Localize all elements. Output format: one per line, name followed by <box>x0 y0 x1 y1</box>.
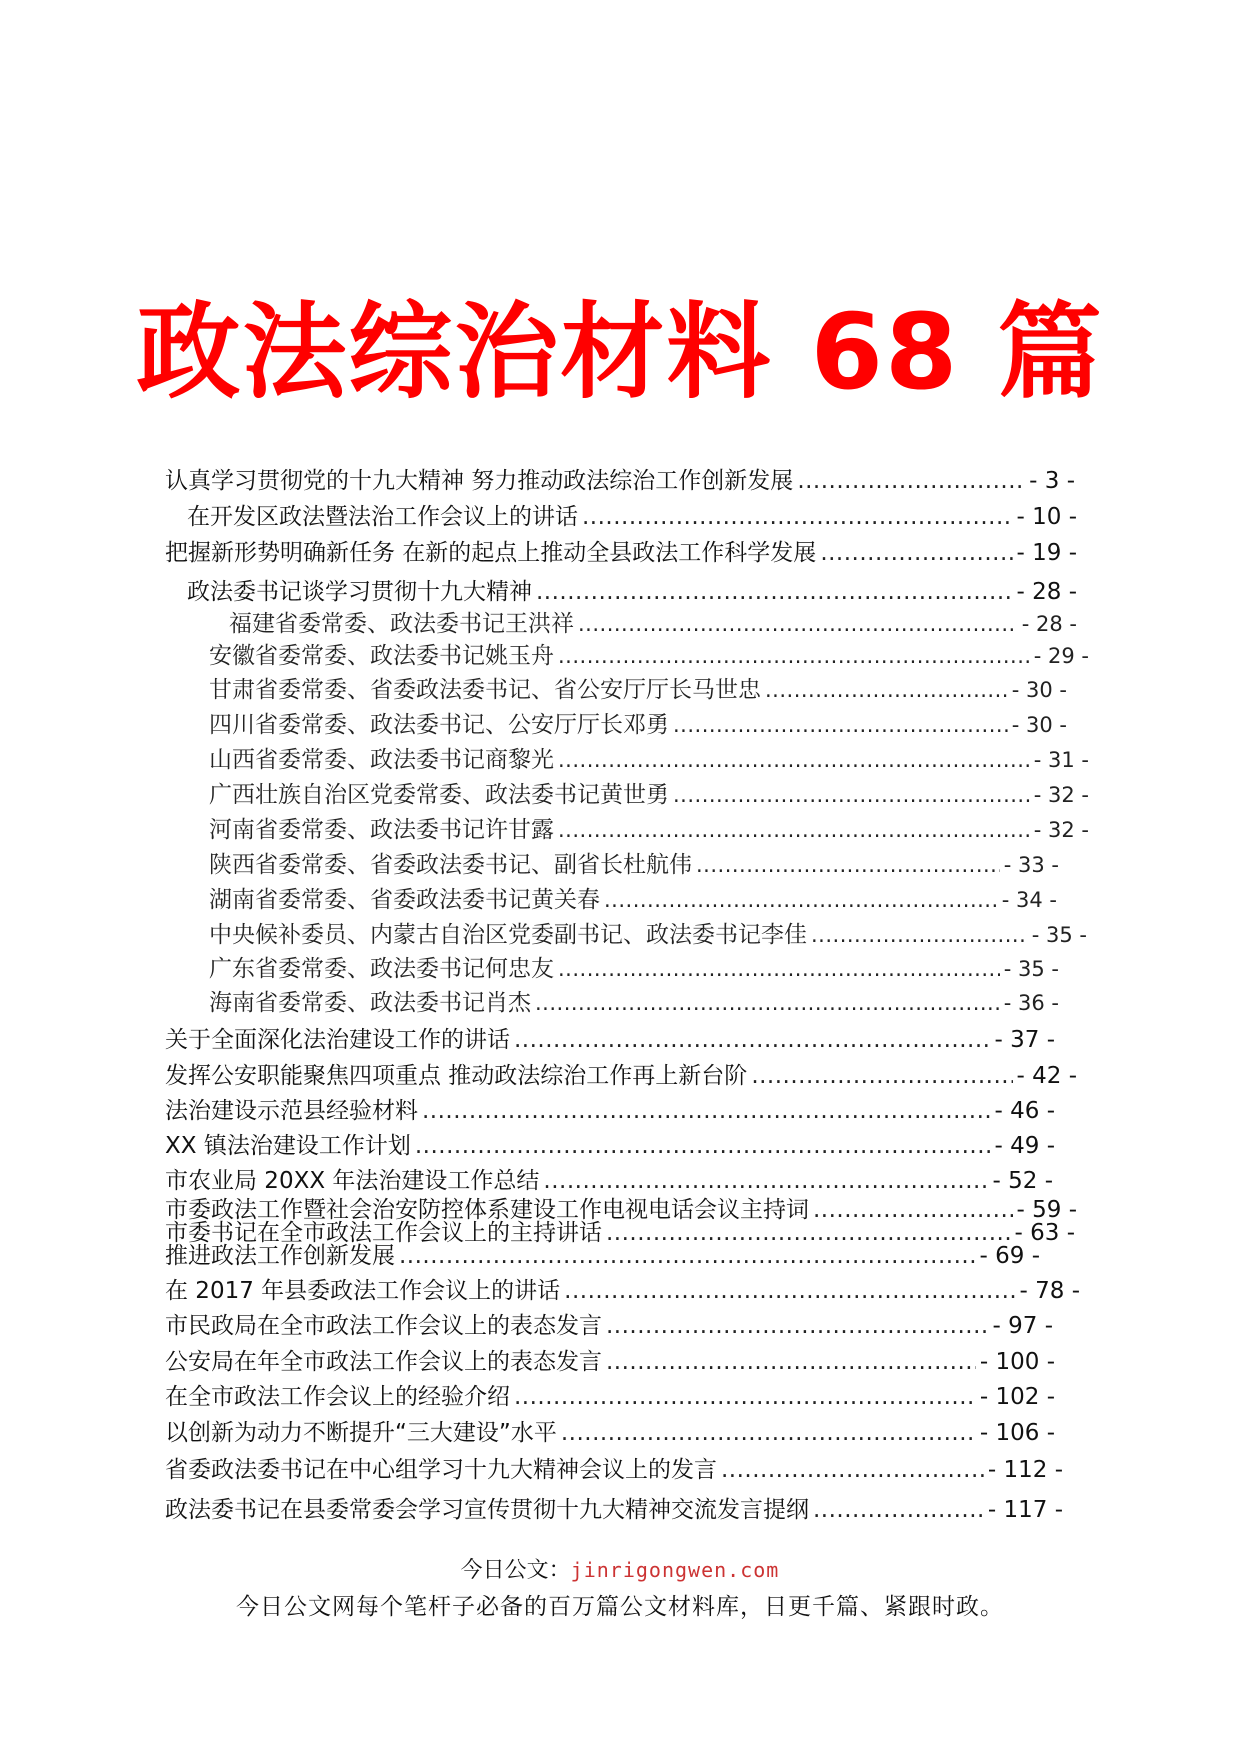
toc-entry-title: 中央候补委员、内蒙古自治区党委副书记、政法委书记李佳 <box>209 922 807 948</box>
toc-entry-title: 广西壮族自治区党委常委、政法委书记黄世勇 <box>209 782 669 808</box>
toc-entry[interactable] <box>165 1421 1055 1446</box>
toc-entry-title: 陕西省委常委、省委政法委书记、副省长杜航伟 <box>209 852 692 878</box>
toc-entry-title: 四川省委常委、政法委书记、公安厅厅长邓勇 <box>209 712 669 738</box>
toc-entry-title: 河南省委常委、政法委书记许甘露 <box>209 817 554 843</box>
toc-entry-title: 法治建设示范县经验材料 <box>165 1098 418 1124</box>
toc-page-number: - 63 - <box>1014 1220 1075 1246</box>
toc-page-number: - 106 - <box>979 1420 1055 1446</box>
toc-leader <box>558 819 1030 842</box>
toc-entry-title: 山西省委常委、政法委书记商黎光 <box>209 747 554 773</box>
toc-entry-title: 在全市政法工作会议上的经验介绍 <box>165 1384 510 1410</box>
toc-entry[interactable] <box>209 888 1057 913</box>
toc-entry[interactable] <box>165 541 1077 566</box>
toc-leader <box>582 505 1013 530</box>
toc-page-number: - 100 - <box>979 1349 1055 1375</box>
toc-leader <box>564 1279 1015 1304</box>
toc-leader <box>606 1350 976 1375</box>
toc-page-number: - 30 - <box>1011 678 1067 702</box>
toc-entry-title: 市委政法工作暨社会治安防控体系建设工作电视电话会议主持词 <box>165 1197 809 1223</box>
toc-leader <box>765 679 1008 702</box>
toc-page-number: - 37 - <box>994 1027 1055 1053</box>
toc-entry-title: 发挥公安职能聚焦四项重点 推动政法综治工作再上新台阶 <box>165 1063 748 1089</box>
toc-entry[interactable] <box>209 783 1089 808</box>
toc-page-number: - 35 - <box>1031 923 1087 947</box>
toc-page-number: - 42 - <box>1016 1063 1077 1089</box>
toc-entry-title: 市委书记在全市政法工作会议上的主持讲话 <box>165 1220 602 1246</box>
toc-leader <box>820 541 1012 566</box>
toc-leader <box>558 749 1030 772</box>
toc-page-number: - 59 - <box>1016 1197 1077 1223</box>
toc-leader <box>606 1314 989 1339</box>
toc-entry-title: XX 镇法治建设工作计划 <box>165 1133 411 1159</box>
toc-entry[interactable] <box>187 505 1077 530</box>
toc-page-number: - 32 - <box>1033 818 1089 842</box>
toc-page-number: - 28 - <box>1016 579 1077 605</box>
toc-leader <box>514 1385 976 1410</box>
toc-page-number: - 30 - <box>1011 713 1067 737</box>
toc-leader <box>561 1421 976 1446</box>
toc-entry-title: 省委政法委书记在中心组学习十九大精神会议上的发言 <box>165 1457 717 1483</box>
footer-label: 今日公文： <box>460 1558 571 1583</box>
toc-entry[interactable] <box>209 957 1059 982</box>
toc-entry[interactable] <box>165 1099 1055 1124</box>
toc-leader <box>543 1169 988 1194</box>
toc-entry-title: 在 2017 年县委政法工作会议上的讲话 <box>165 1278 561 1304</box>
toc-page-number: - 112 - <box>987 1457 1063 1483</box>
toc-page-number: - 117 - <box>987 1497 1063 1523</box>
toc-leader <box>399 1244 976 1269</box>
toc-leader <box>673 714 1008 737</box>
toc-leader <box>422 1099 991 1124</box>
toc-leader <box>813 1498 984 1523</box>
toc-entry[interactable] <box>209 818 1089 843</box>
toc-entry[interactable] <box>165 1028 1055 1053</box>
footer-slogan: 今日公文网每个笔杆子必备的百万篇公文材料库，日更千篇、紧跟时政。 <box>236 1594 1004 1620</box>
toc-entry-title: 福建省委常委、政法委书记王洪祥 <box>229 611 574 637</box>
toc-leader <box>606 1221 1011 1246</box>
toc-leader <box>811 924 1028 947</box>
toc-entry[interactable] <box>165 1385 1055 1410</box>
toc-page-number: - 46 - <box>994 1098 1055 1124</box>
toc-entry-title: 安徽省委常委、政法委书记姚玉舟 <box>209 643 554 669</box>
toc-page-number: - 33 - <box>1003 853 1059 877</box>
toc-leader <box>797 469 1025 494</box>
toc-leader <box>673 784 1030 807</box>
toc-entry[interactable] <box>165 1498 1063 1523</box>
toc-entry[interactable] <box>165 1314 1053 1339</box>
toc-entry[interactable] <box>165 1064 1077 1089</box>
toc-page-number: - 32 - <box>1033 783 1089 807</box>
footer-site-line <box>0 1553 1240 1584</box>
toc-entry[interactable] <box>165 1134 1055 1159</box>
toc-entry[interactable] <box>165 1350 1055 1375</box>
toc-page-number: - 69 - <box>979 1243 1040 1269</box>
toc-entry[interactable] <box>187 580 1077 605</box>
toc-leader <box>535 992 1000 1015</box>
toc-page-number: - 97 - <box>992 1313 1053 1339</box>
toc-entry-title: 把握新形势明确新任务 在新的起点上推动全县政法工作科学发展 <box>165 540 817 566</box>
toc-entry-title: 广东省委常委、政法委书记何忠友 <box>209 956 554 982</box>
toc-page-number: - 102 - <box>979 1384 1055 1410</box>
toc-page-number: - 78 - <box>1019 1278 1080 1304</box>
toc-entry[interactable] <box>209 853 1059 878</box>
toc-entry[interactable] <box>209 748 1089 773</box>
toc-page-number: - 49 - <box>994 1133 1055 1159</box>
toc-entry-title: 市农业局 20XX 年法治建设工作总结 <box>165 1168 540 1194</box>
toc-leader <box>604 889 998 912</box>
toc-entry-title: 以创新为动力不断提升“三大建设”水平 <box>165 1420 557 1446</box>
toc-leader <box>578 613 1018 636</box>
toc-entry[interactable] <box>209 991 1059 1016</box>
toc-page-number: - 31 - <box>1033 748 1089 772</box>
toc-page-number: - 52 - <box>992 1168 1053 1194</box>
toc-page-number: - 28 - <box>1021 612 1077 636</box>
toc-entry[interactable] <box>165 1244 1040 1269</box>
toc-page-number: - 19 - <box>1016 540 1077 566</box>
toc-entry[interactable] <box>229 612 1077 637</box>
toc-entry-title: 甘肃省委常委、省委政法委书记、省公安厅厅长马世忠 <box>209 677 761 703</box>
footer-site-link[interactable]: jinrigongwen.com <box>570 1558 780 1582</box>
toc-entry-title: 公安局在年全市政法工作会议上的表态发言 <box>165 1349 602 1375</box>
toc-entry[interactable] <box>165 1169 1053 1194</box>
toc-entry-title: 认真学习贯彻党的十九大精神 努力推动政法综治工作创新发展 <box>165 468 794 494</box>
toc-leader <box>751 1064 1012 1089</box>
toc-leader <box>514 1028 991 1053</box>
toc-leader <box>813 1198 1013 1223</box>
toc-entry[interactable] <box>165 469 1075 494</box>
toc-entry-title: 海南省委常委、政法委书记肖杰 <box>209 990 531 1016</box>
toc-leader <box>558 645 1030 668</box>
toc-entry[interactable] <box>209 923 1087 948</box>
toc-leader <box>721 1458 984 1483</box>
toc-leader <box>558 958 1000 981</box>
toc-entry[interactable] <box>209 713 1067 738</box>
toc-entry-title: 政法委书记在县委常委会学习宣传贯彻十九大精神交流发言提纲 <box>165 1497 809 1523</box>
toc-page-number: - 35 - <box>1003 957 1059 981</box>
toc-entry[interactable] <box>209 678 1067 703</box>
toc-entry[interactable] <box>165 1458 1063 1483</box>
toc-page-number: - 3 - <box>1029 468 1075 494</box>
toc-page-number: - 29 - <box>1033 644 1089 668</box>
toc-page-number: - 10 - <box>1016 504 1077 530</box>
toc-leader <box>536 580 1013 605</box>
toc-entry-title: 湖南省委常委、省委政法委书记黄关春 <box>209 887 600 913</box>
toc-page-number: - 34 - <box>1001 888 1057 912</box>
toc-entry-title: 关于全面深化法治建设工作的讲话 <box>165 1027 510 1053</box>
toc-page-number: - 36 - <box>1003 991 1059 1015</box>
page-title: 政法综治材料 68 篇 <box>136 291 1104 413</box>
toc-entry-title: 在开发区政法暨法治工作会议上的讲话 <box>187 504 578 530</box>
toc-entry-title: 市民政局在全市政法工作会议上的表态发言 <box>165 1313 602 1339</box>
toc-entry-title: 推进政法工作创新发展 <box>165 1243 395 1269</box>
toc-entry-title: 政法委书记谈学习贯彻十九大精神 <box>187 579 532 605</box>
toc-entry[interactable] <box>209 644 1089 669</box>
toc-leader <box>415 1134 991 1159</box>
toc-entry[interactable] <box>165 1279 1080 1304</box>
toc-leader <box>696 854 1000 877</box>
